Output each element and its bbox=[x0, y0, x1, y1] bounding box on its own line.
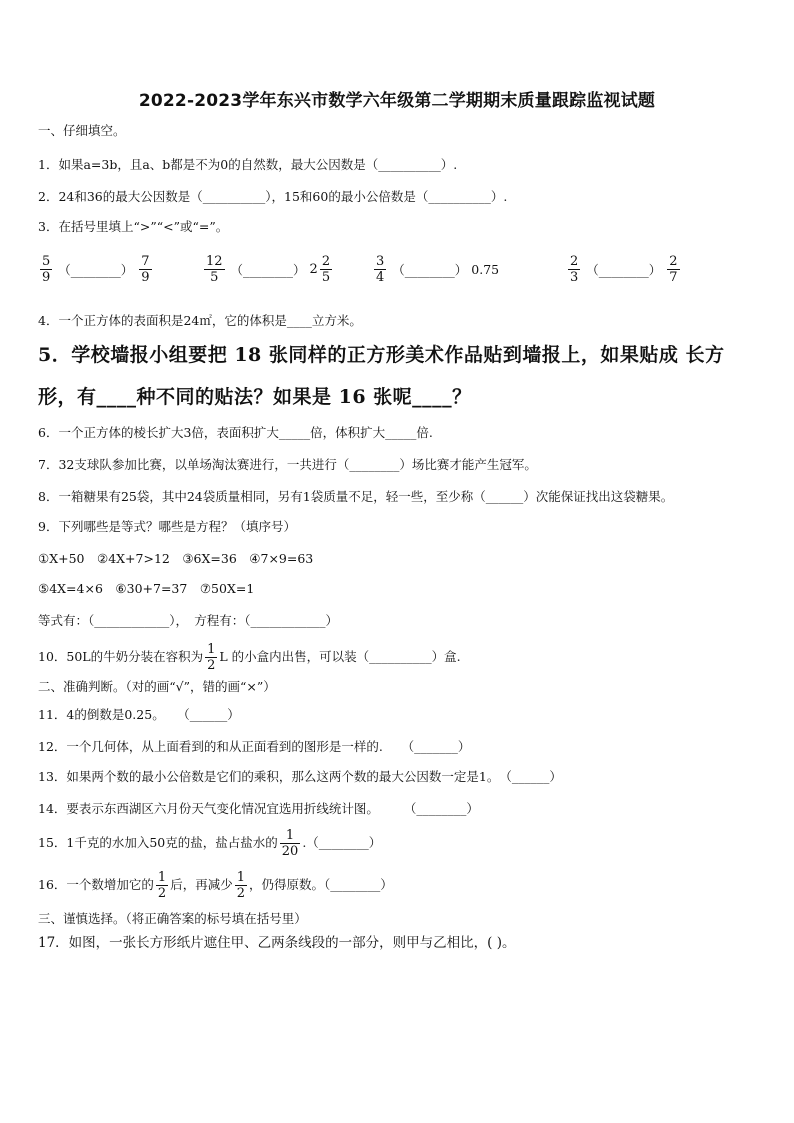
fraction: $\frac{1}{2}$ bbox=[207, 642, 216, 673]
question-2: 2．24和36的最大公因数是（__________），15和60的最小公倍数是（__________）. bbox=[38, 189, 508, 204]
question-6: 6．一个正方体的棱长扩大3倍，表面积扩大_____倍，体积扩大_____倍. bbox=[38, 425, 433, 440]
question-11: 11．4的倒数是0.25。 （______） bbox=[38, 707, 240, 722]
fraction: $\frac{1}{2}$ bbox=[236, 870, 245, 901]
question-17: 17．如图，一张长方形纸片遮住甲、乙两条线段的一部分，则甲与乙相比，( )。 bbox=[38, 935, 516, 951]
section-heading-2: 二、准确判断。（对的画“√”，错的画“×”） bbox=[38, 679, 276, 694]
question-15: 15．1千克的水加入50克的盐，盐占盐水的 $\frac{1}{20}$ .（________） bbox=[38, 828, 382, 859]
question-3: 3．在括号里填上“>”“<”或“=”。 bbox=[38, 219, 229, 234]
page-title: 2022-2023学年东兴市数学六年级第二学期期末质量跟踪监视试题 bbox=[138, 91, 656, 111]
mixed-number-whole: 2 bbox=[309, 262, 318, 277]
fraction: $\frac{1}{20}$ bbox=[281, 828, 299, 859]
question-9: 9．下列哪些是等式？哪些是方程？（填序号） bbox=[38, 519, 296, 534]
section-heading-3: 三、谨慎选择。（将正确答案的标号填在括号里） bbox=[38, 911, 307, 926]
compare-item-a bbox=[38, 254, 154, 285]
question-9-options-row-1: ①X+50 ②4X+7>12 ③6X=36 ④7×9=63 bbox=[38, 551, 314, 566]
answer-blank[interactable]: （________） bbox=[58, 262, 134, 278]
answer-blank[interactable]: （________） bbox=[230, 262, 306, 278]
answer-blank[interactable]: （________） bbox=[586, 262, 662, 278]
question-14: 14．要表示东西湖区六月份天气变化情况宜选用折线统计图。 （________） bbox=[38, 801, 479, 816]
fraction: $\frac{5}{9}$ bbox=[42, 254, 51, 285]
question-9-options-row-2: ⑤4X=4×6 ⑥30+7=37 ⑦50X=1 bbox=[38, 581, 255, 596]
question-13: 13．如果两个数的最小公倍数是它们的乘积，那么这两个数的最大公因数一定是1。 （______） bbox=[38, 769, 562, 784]
decimal-value: 0.75 bbox=[471, 262, 500, 277]
question-8: 8．一箱糖果有25袋，其中24袋质量相同，另有1袋质量不足，轻一些，至少称（______）次能保证找出这袋糖果。 bbox=[38, 489, 674, 504]
question-4: 4．一个正方体的表面积是24㎡，它的体积是____立方米。 bbox=[38, 313, 362, 328]
question-5-line-1: 5．学校墙报小组要把 18 张同样的正方形美术作品贴到墙报上，如果贴成 长方 bbox=[38, 344, 725, 366]
answer-blank[interactable]: （________） bbox=[392, 262, 468, 278]
question-7: 7．32支球队参加比赛，以单场淘汰赛进行，一共进行（________）场比赛才能产生冠军。 bbox=[38, 457, 537, 472]
question-16: 16．一个数增加它的 $\frac{1}{2}$ 后，再减少 $\frac{1}{2}$ ，仍得原数。（________） bbox=[38, 870, 393, 901]
compare-item-c bbox=[372, 254, 499, 285]
fraction: $\frac{2}{5}$ bbox=[321, 254, 331, 285]
question-9-answer: 等式有：（____________）， 方程有：（____________） bbox=[38, 613, 339, 628]
fraction: $\frac{7}{9}$ bbox=[141, 254, 150, 285]
fraction: $\frac{12}{5}$ bbox=[206, 254, 223, 285]
compare-item-b bbox=[202, 254, 334, 285]
question-10: 10．50L的牛奶分装在容积为 $\frac{1}{2}$ L 的小盒内出售，可以装（__________）盒. bbox=[38, 642, 461, 673]
compare-item-d bbox=[566, 254, 682, 285]
fraction: $\frac{2}{7}$ bbox=[669, 254, 678, 285]
section-heading-1: 一、仔细填空。 bbox=[38, 123, 126, 138]
question-1: 1．如果a=3b，且a、b都是不为0的自然数，最大公因数是（__________）. bbox=[38, 157, 458, 172]
fraction: $\frac{1}{2}$ bbox=[157, 870, 167, 901]
question-5-line-2: 形，有____种不同的贴法？如果是 16 张呢____？ bbox=[38, 386, 472, 408]
fraction: $\frac{3}{4}$ bbox=[376, 254, 385, 285]
fraction: $\frac{2}{3}$ bbox=[570, 254, 579, 285]
question-12: 12．一个几何体，从上面看到的和从正面看到的图形是一样的. （_______） bbox=[38, 739, 471, 754]
